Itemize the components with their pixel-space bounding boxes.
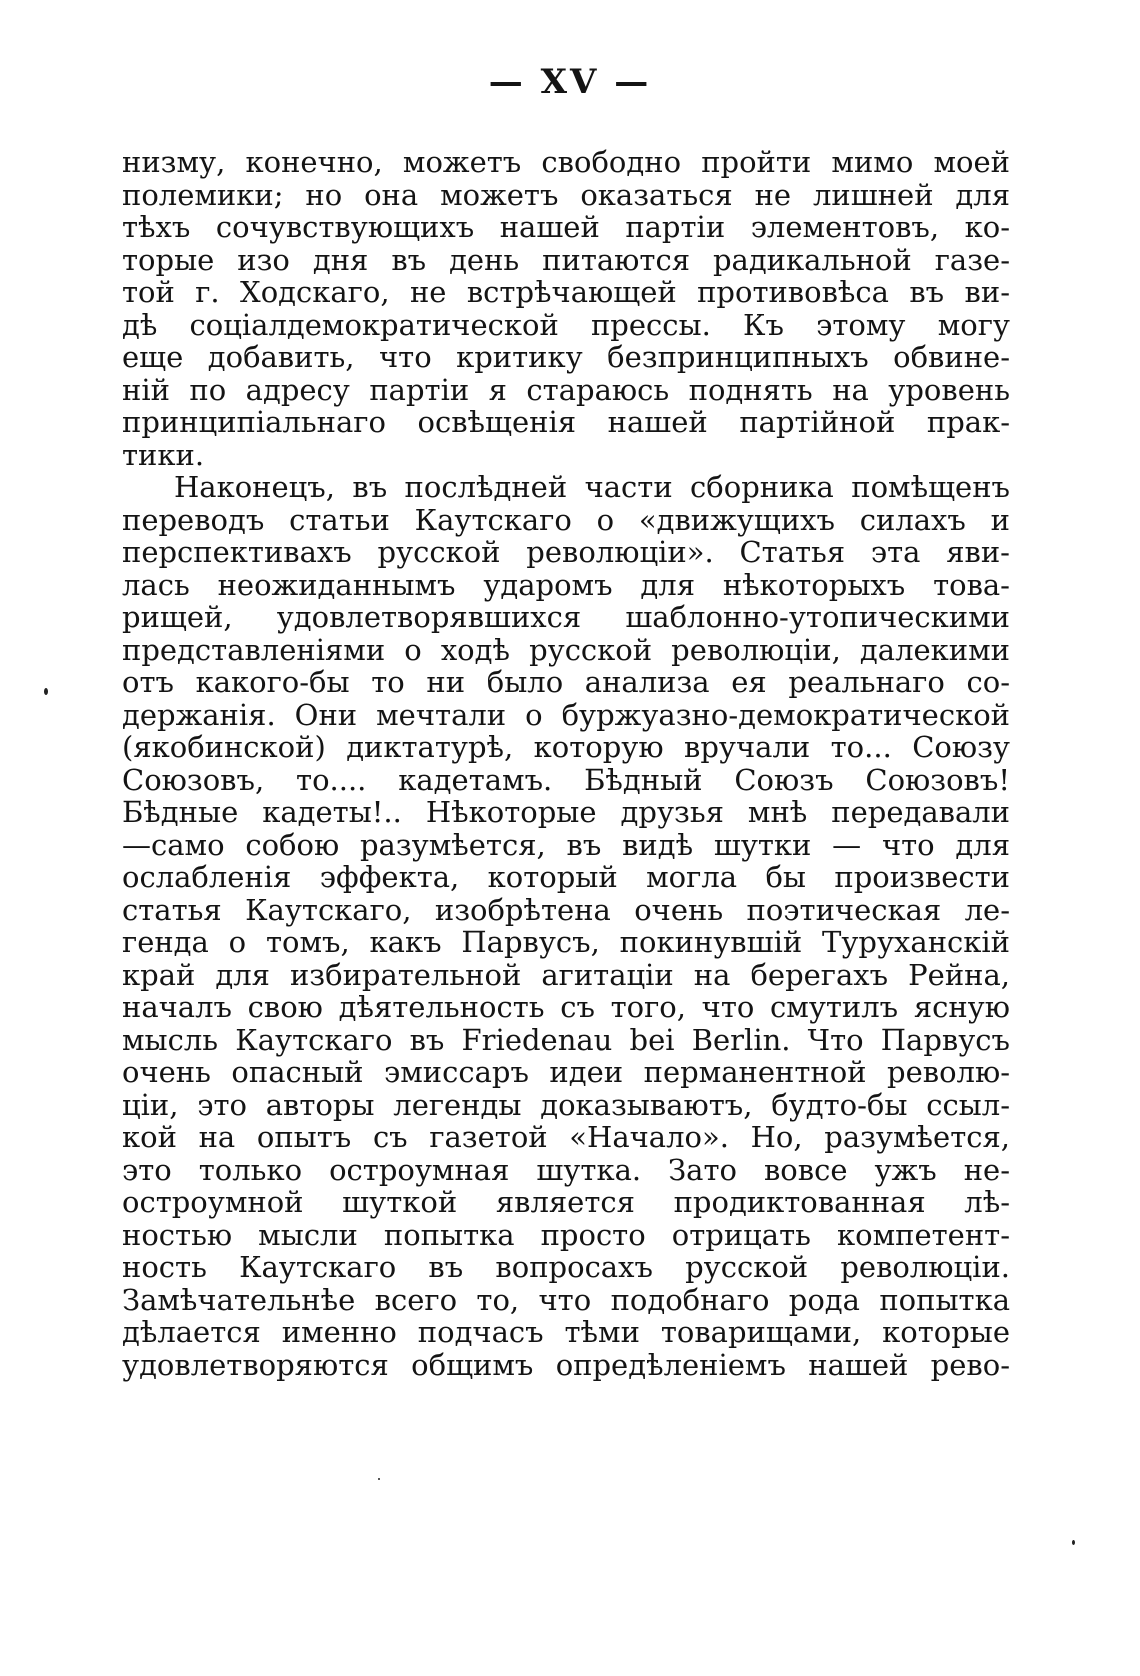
text-line: дѣ соціалдемократической прессы. Къ этому могу (122, 307, 1010, 342)
text-line: той г. Ходскаго, не встрѣчающей противовѣса въ ви- (122, 275, 1010, 309)
text-line: еще добавить, что критику безпринципныхъ обвине- (122, 340, 1010, 374)
text-line: статья Каутскаго, изобрѣтена очень поэтическая ле- (122, 892, 1010, 927)
text-line: ностью мысли попытка просто отрицать компетент- (122, 1217, 1010, 1252)
page-number: — XV — (488, 62, 652, 102)
text-line: представленіями о ходѣ русской революціи, далекими (122, 632, 1010, 667)
text-line: мысль Каутскаго въ Friedenau bei Berlin. Что Парвусъ (122, 1022, 1010, 1057)
scan-speck (378, 1478, 380, 1480)
paragraph (122, 471, 1010, 1381)
text-line: ослабленія эффекта, который могла бы произвести (122, 860, 1010, 894)
text-line: Замѣчательнѣе всего то, что подобнаго рода попытка (122, 1282, 1010, 1317)
text-line: началъ свою дѣятельность съ того, что смутилъ ясную (122, 990, 1010, 1024)
text-line: край для избирательной агитаціи на берегахъ Рейна, (122, 957, 1010, 992)
text-line: полемики; но она можетъ оказаться не лишней для (122, 177, 1010, 212)
scan-speck (44, 688, 48, 695)
text-line: тики. (122, 437, 205, 472)
text-line: переводъ статьи Каутскаго о «движущихъ силахъ и (122, 502, 1010, 537)
text-line: (якобинской) диктатурѣ, которую вручали то... Союзу (122, 730, 1010, 764)
scan-speck (1072, 1540, 1075, 1545)
text-line: дѣлается именно подчасъ тѣми товарищами, которые (122, 1315, 1010, 1349)
text-line: удовлетворяются общимъ опредѣленіемъ нашей рево- (122, 1347, 1010, 1382)
text-line: генда о томъ, какъ Парвусъ, покинувшій Туруханскій (122, 925, 1010, 959)
text-line: ній по адресу партіи я стараюсь поднять на уровень (122, 372, 1010, 407)
text-line: торые изо дня въ день питаются радикальной газе- (122, 242, 1010, 277)
text-line: ціи, это авторы легенды доказываютъ, будто-бы ссыл- (122, 1087, 1010, 1122)
text-line: остроумной шуткой является продиктованная лѣ- (122, 1185, 1010, 1219)
text-line: лась неожиданнымъ ударомъ для нѣкоторыхъ това- (122, 567, 1010, 602)
text-line: рищей, удовлетворявшихся шаблонно-утопическими (122, 600, 1010, 634)
body-text (122, 146, 1010, 1381)
text-line: Союзовъ, то.... кадетамъ. Бѣдный Союзъ Союзовъ! (122, 762, 1010, 797)
text-line: низму, конечно, можетъ свободно пройти мимо моей (122, 145, 1010, 179)
text-line: ность Каутскаго въ вопросахъ русской революціи. (122, 1250, 1010, 1284)
text-line: Бѣдные кадеты!.. Нѣкоторые друзья мнѣ передавали (122, 795, 1010, 829)
text-line: тѣхъ сочувствующихъ нашей партіи элементовъ, ко- (122, 210, 1010, 244)
text-line: это только остроумная шутка. Зато вовсе ужъ не- (122, 1152, 1010, 1187)
text-line: кой на опытъ съ газетой «Начало». Но, разумѣется, (122, 1120, 1010, 1154)
text-line: отъ какого-бы то ни было анализа ея реальнаго со- (122, 665, 1010, 699)
text-line: держанія. Они мечтали о буржуазно-демократической (122, 697, 1010, 732)
text-line: очень опасный эмиссаръ идеи перманентной револю- (122, 1055, 1010, 1089)
text-line: принципіальнаго освѣщенія нашей партійной прак- (122, 405, 1010, 439)
text-line: Наконецъ, въ послѣдней части сборника помѣщенъ (174, 470, 1010, 504)
text-line: перспективахъ русской революціи». Статья эта яви- (122, 535, 1010, 569)
paragraph (122, 146, 1010, 471)
text-line: —само собою разумѣется, въ видѣ шутки — что для (122, 827, 1010, 862)
